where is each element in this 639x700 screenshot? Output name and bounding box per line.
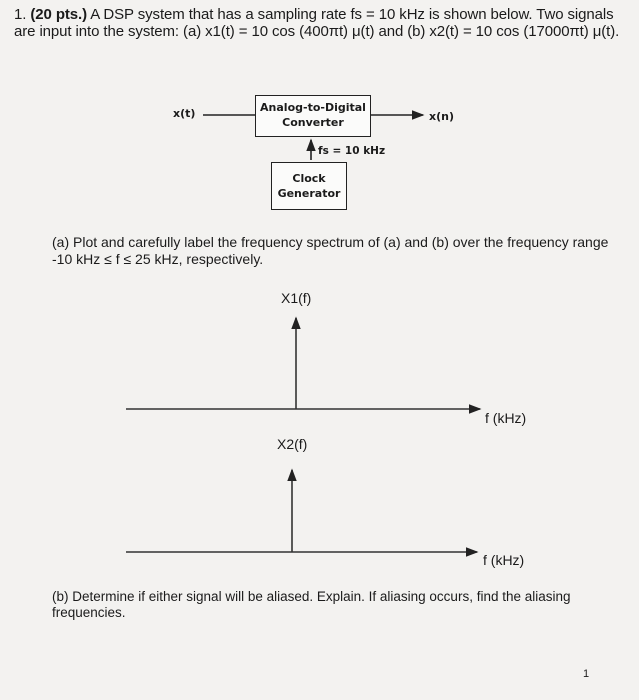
clock-generator-block — [271, 162, 347, 210]
input-signal-label: x(t) — [173, 107, 196, 120]
x2-f-axis-label: f (kHz) — [483, 552, 525, 568]
sampling-rate-label: fs = 10 kHz — [318, 145, 386, 157]
adc-label: Analog-to-Digital Converter — [260, 101, 366, 129]
x1-f-axis-label: f (kHz) — [485, 410, 527, 426]
problem-number: 1. — [14, 6, 27, 23]
part-b-text: (b) Determine if either signal will be aliased. Explain. If aliasing occurs, find the aliasing frequencies. — [52, 589, 571, 620]
problem-points: (20 pts.) — [30, 6, 88, 23]
adc-block — [255, 95, 371, 137]
clock-label: Clock Generator — [277, 172, 341, 200]
x1-spectrum-label: X1(f) — [281, 290, 312, 306]
part-a-text: (a) Plot and carefully label the frequency spectrum of (a) and (b) over the frequency range -10 kHz ≤ f ≤ 25 kHz, respectively. — [52, 234, 609, 267]
page-number: 1 — [583, 668, 590, 680]
problem-text: A DSP system that has a sampling rate fs = 10 kHz is shown below. Two signals are input into the system: (a) x1(t) = 10 cos (400πt) μ(t) and (b) x2(t) = 10 cos (17000πt) μ(t). — [14, 6, 620, 40]
x2-spectrum-label: X2(f) — [277, 436, 308, 452]
output-signal-label: x(n) — [429, 110, 454, 123]
